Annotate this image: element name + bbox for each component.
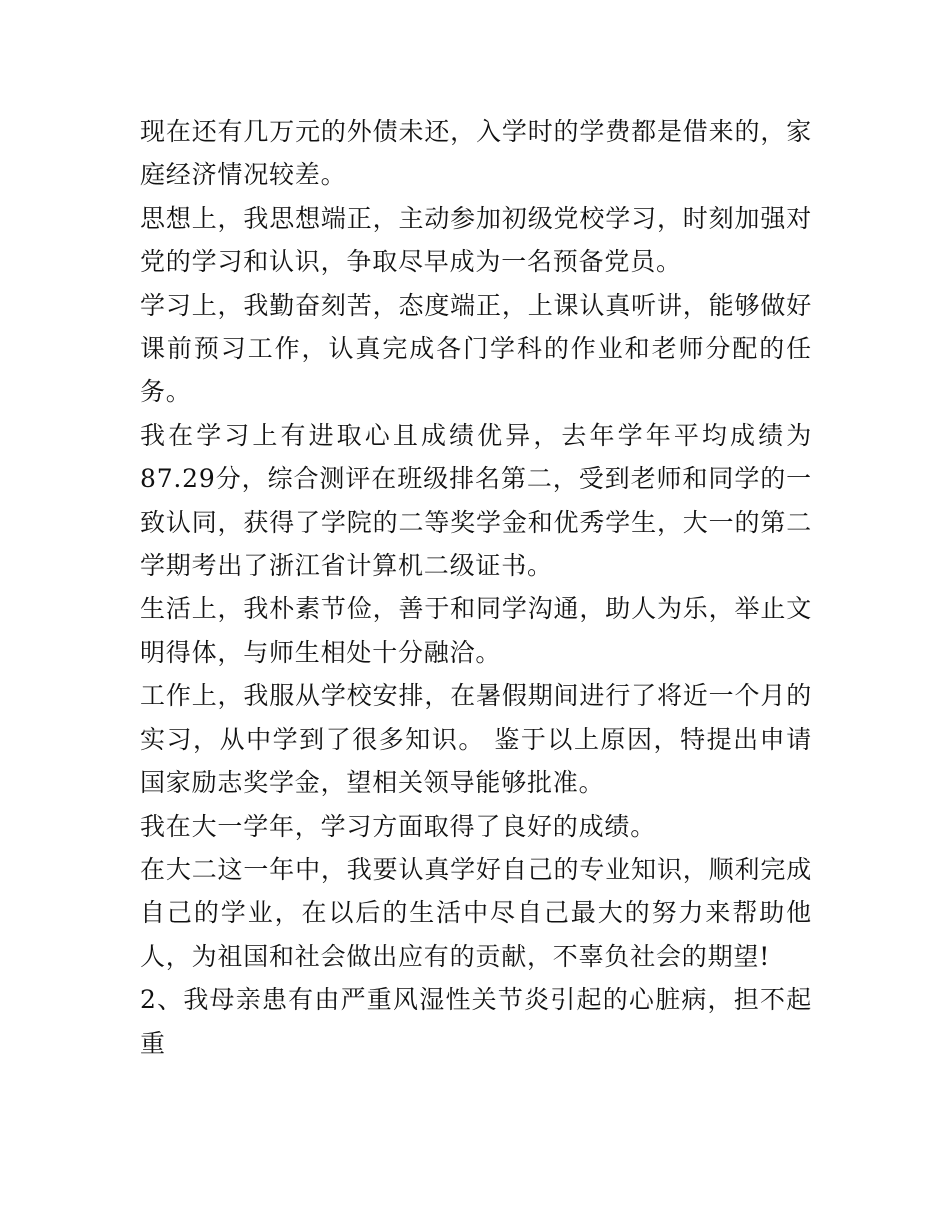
paragraph-freshman-year: 我在大一学年，学习方面取得了良好的成绩。 xyxy=(140,811,657,841)
paragraph-study: 学习上，我勤奋刻苦，态度端正，上课认真听讲，能够做好课前预习工作，认真完成各门学科的作业和老师分配的任务。 xyxy=(140,290,812,407)
paragraph-ideology: 思想上，我思想端正，主动参加初级党校学习，时刻加强对党的学习和认识，争取尽早成为一名预备党员。 xyxy=(140,203,812,277)
paragraph-mother-illness: 2、我母亲患有由严重风湿性关节炎引起的心脏病，担不起重 xyxy=(140,985,812,1058)
paragraph-achievements: 我在学习上有进取心且成绩优异，去年学年平均成绩为87.29分，综合测评在班级排名第二，受到老师和同学的一致认同，获得了学院的二等奖学金和优秀学生，大一的第二学期考出了浙江省计算机二级证书。 xyxy=(140,420,812,581)
paragraph-life: 生活上，我朴素节俭，善于和同学沟通，助人为乐，举止文明得体，与师生相处十分融洽。 xyxy=(140,594,812,667)
document-body xyxy=(140,110,812,1065)
paragraph-sophomore-plans: 在大二这一年中，我要认真学好自己的专业知识，顺利完成自己的学业，在以后的生活中尽自己最大的努力来帮助他人，为祖国和社会做出应有的贡献，不辜负社会的期望! xyxy=(140,854,812,971)
paragraph-work-application: 工作上，我服从学校安排，在暑假期间进行了将近一个月的实习，从中学到了很多知识。 鉴于以上原因，特提出申请国家励志奖学金，望相关领导能够批准。 xyxy=(140,681,812,798)
paragraph-family-finances: 现在还有几万元的外债未还，入学时的学费都是借来的，家庭经济情况较差。 xyxy=(140,117,812,190)
